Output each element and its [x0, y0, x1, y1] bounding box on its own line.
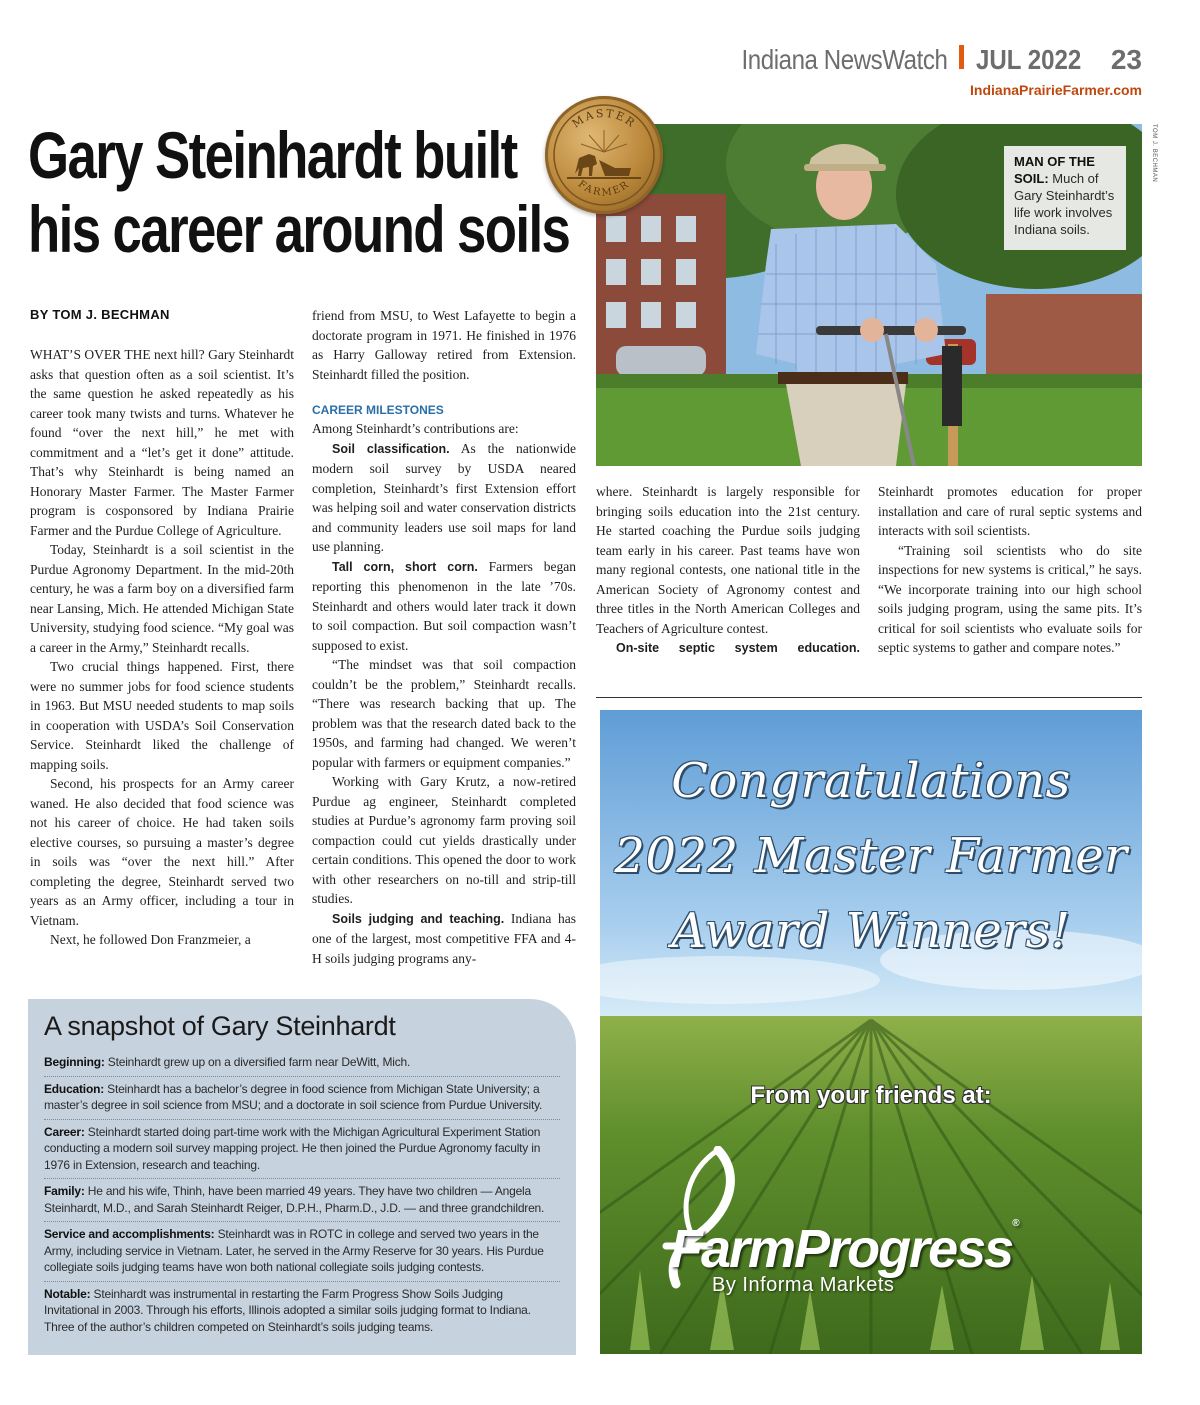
ad-headline-line-2: 2022 Master Farmer — [614, 828, 1128, 884]
sidebar-title: A snapshot of Gary Steinhardt — [44, 1011, 396, 1041]
caption-text: Much of Gary Steinhardt’s life work involves Indiana soils. — [1014, 171, 1115, 237]
lead-in: On-site septic system education. — [616, 641, 860, 655]
brand-name: FarmProgress — [670, 1219, 1013, 1279]
article-headline — [28, 118, 570, 266]
caption-lead: MAN OF THE SOIL: — [1014, 154, 1095, 186]
snapshot-sidebar — [28, 999, 576, 1355]
photo-caption — [1004, 146, 1126, 250]
sidebar-text: He and his wife, Thinh, have been married 49 years. They have two children — Angela Steinhardt, M.D., and Sarah Steinhardt Reiger, D.P.H., Pharm.D., J.D. — and three grandchildren. — [44, 1184, 545, 1215]
sidebar-text: Steinhardt has a bachelor’s degree in food science from Michigan State University; a master’s degree in soil science from MSU; and a doctorate in soil science from Purdue University. — [44, 1081, 543, 1112]
headline-line-2: his career around soils — [28, 192, 570, 266]
sidebar-item-career — [44, 1120, 560, 1180]
sidebar-item-notable — [44, 1282, 560, 1341]
paragraph — [312, 557, 576, 656]
lead-in: Soil classification. — [332, 441, 450, 456]
ad-headline-line-3: Award Winners! — [671, 903, 1071, 959]
sidebar-label: Service and accomplishments: — [44, 1227, 215, 1241]
medal-emblem-icon — [545, 96, 663, 214]
sidebar-label: Notable: — [44, 1286, 91, 1301]
paragraph: where. Steinhardt is largely responsible for bringing soils education into the 21st century. He started coaching the Purdue soils judging team early in his career. Past teams have won many regional contests, one national title in the American Society of Agronomy contest and three titles in the North American Colleges and Teachers of Agriculture contest. — [596, 484, 860, 636]
paragraph: Today, Steinhardt is a soil scientist in the Purdue Agronomy Department. In the mid-20th century, he was a farm boy on a diversified farm near Lansing, Mich. He attended Michigan State University, studying food science. “My goal was a career in the Army,” Steinhardt recalls. — [30, 542, 294, 655]
paragraph — [312, 909, 576, 969]
farm-progress-wordmark — [670, 1218, 1018, 1280]
article-column-4 — [878, 482, 1142, 658]
farm-progress-advertisement[interactable] — [600, 710, 1142, 1354]
paragraph: “The mindset was that soil compaction couldn’t be the problem,” Steinhardt recalls. “There was research backing that up. The problem was that the research dated back to the 1950s, and farming had changed. We weren’t popular with farmers or equipment companies.” — [312, 657, 576, 770]
website-link[interactable]: IndianaPrairieFarmer.com — [970, 82, 1142, 98]
sidebar-item-service — [44, 1222, 560, 1282]
paragraph: friend from MSU, to West Lafayette to begin a doctorate program in 1971. He finished in 1976 as Harry Galloway retired from Extension. Steinhardt filled the position. — [312, 308, 576, 382]
sidebar-item-beginning — [44, 1050, 560, 1077]
headline-line-1: Gary Steinhardt built — [28, 118, 517, 192]
masthead — [708, 44, 1142, 84]
lead-in: Tall corn, short corn. — [332, 559, 478, 574]
brand-tagline: By Informa Markets — [712, 1274, 895, 1296]
paragraph: Working with Gary Krutz, a now-retired Purdue ag engineer, Steinhardt completed studies at Purdue’s agronomy farm proving soil compaction could cut yields drastically under certain conditions. This opened the door to work with other researchers on no-till and strip-till studies. — [312, 774, 576, 906]
sidebar-text: Steinhardt was instrumental in restarting the Farm Progress Show Soils Judging Invitational in 2003. Through his efforts, Illinois adopted a similar soils judging format to Indiana. Three of the author’s children competed on Steinhardt’s soils judging teams. — [44, 1286, 531, 1334]
byline: BY TOM J. BECHMAN — [30, 307, 170, 322]
sidebar-item-education — [44, 1077, 560, 1120]
paragraph-text: Farmers began reporting this phenomenon in the late ’70s. Steinhardt and others would later track it down to soil compaction. But soil compaction wasn’t supposed to exist. — [312, 558, 576, 653]
ad-from-friends: From your friends at: — [750, 1082, 992, 1109]
master-farmer-medal — [545, 96, 663, 214]
article-column-1 — [30, 345, 294, 950]
sidebar-text: Steinhardt started doing part-time work with the Michigan Agricultural Experiment Station conducting a modern soil survey mapping project. He then joined the Purdue Agronomy faculty in 1976 in Extension, research and teaching. — [44, 1124, 541, 1172]
sidebar-label: Education: — [44, 1081, 104, 1096]
paragraph-text: As the nationwide modern soil survey by USDA neared completion, Steinhardt’s first Extension effort was helping soil and water conservation districts and community leaders use soil maps for land use planning. — [312, 440, 576, 554]
issue-date: JUL 2022 — [976, 44, 1082, 75]
paragraph: Steinhardt promotes education for proper installation and care of rural septic systems and interacts with soil scientists. — [878, 484, 1142, 538]
paragraph-text: Indiana has one of the largest, most competitive FFA and 4-H soils judging programs any- — [312, 910, 576, 966]
sidebar-text: Steinhardt was in ROTC in college and served two years in the Army, including service in Vietnam. Later, he served in the Army Reserve for 30 years. His Purdue collegiate soils judging teams have won both national collegiate soils judging contests. — [44, 1227, 544, 1274]
ad-headline — [600, 744, 1142, 969]
sidebar-label: Family: — [44, 1184, 85, 1198]
paragraph: Two crucial things happened. First, there were no summer jobs for food science students in 1963. But MSU needed students to map soils in cooperation with USDA’s Soil Conservation Service. Steinhardt liked the challenge of mapping soils. — [30, 659, 294, 772]
sidebar-label: Beginning: — [44, 1055, 105, 1069]
photo-credit: TOM J. BECHMAN — [1151, 124, 1157, 183]
masthead-divider — [959, 45, 964, 69]
paragraph: Second, his prospects for an Army career waned. He also decided that food science was not his career of choice. He had taken soils elective courses, so pursuing a master’s degree in soils was “over the next hill.” After completing the degree, Steinhardt served two years as an Army officer, including a tour in Vietnam. — [30, 776, 294, 928]
lead-in: Soils judging and teaching. — [332, 911, 505, 926]
sidebar-item-family — [44, 1179, 560, 1222]
paragraph: “Training soil scientists who do site inspections for new systems is critical,” he says. “We incorporate training into our high school soils judging program, using the same pits. It’s critical for soil scientists who evaluate soils for septic systems to gather and compare notes.” — [878, 542, 1142, 655]
page-number: 23 — [1110, 44, 1142, 75]
medal-top-text: MASTER — [569, 106, 639, 131]
article-column-3 — [596, 482, 860, 659]
divider-rule — [596, 697, 1142, 698]
article-column-2 — [312, 306, 576, 968]
medal-bottom-text: FARMER — [575, 178, 633, 199]
sidebar-label: Career: — [44, 1124, 85, 1139]
paragraph: Next, he followed Don Franzmeier, a — [50, 932, 251, 947]
paragraph: WHAT’S OVER THE next hill? Gary Steinhardt asks that question often as a soil scientist. It’s the same question he asked repeatedly as his career took many twists and turns. Whatever he found “over the next hill,” he met with commitment and a “let’s get it done” attitude. That’s why Steinhardt is being named an Honorary Master Farmer. The Master Farmer program is cosponsored by Indiana Prairie Farmer and the Purdue College of Agriculture. — [30, 347, 294, 538]
registered-mark: ® — [1012, 1218, 1018, 1229]
paragraph: Among Steinhardt’s contributions are: — [312, 421, 519, 436]
ad-headline-line-1: Congratulations — [671, 753, 1071, 809]
sidebar-text: Steinhardt grew up on a diversified farm near DeWitt, Mich. — [104, 1055, 411, 1069]
paragraph — [312, 439, 576, 557]
subhead-career-milestones: CAREER MILESTONES — [312, 403, 444, 417]
publication-name: Indiana NewsWatch — [741, 44, 948, 75]
paragraph — [596, 638, 860, 659]
